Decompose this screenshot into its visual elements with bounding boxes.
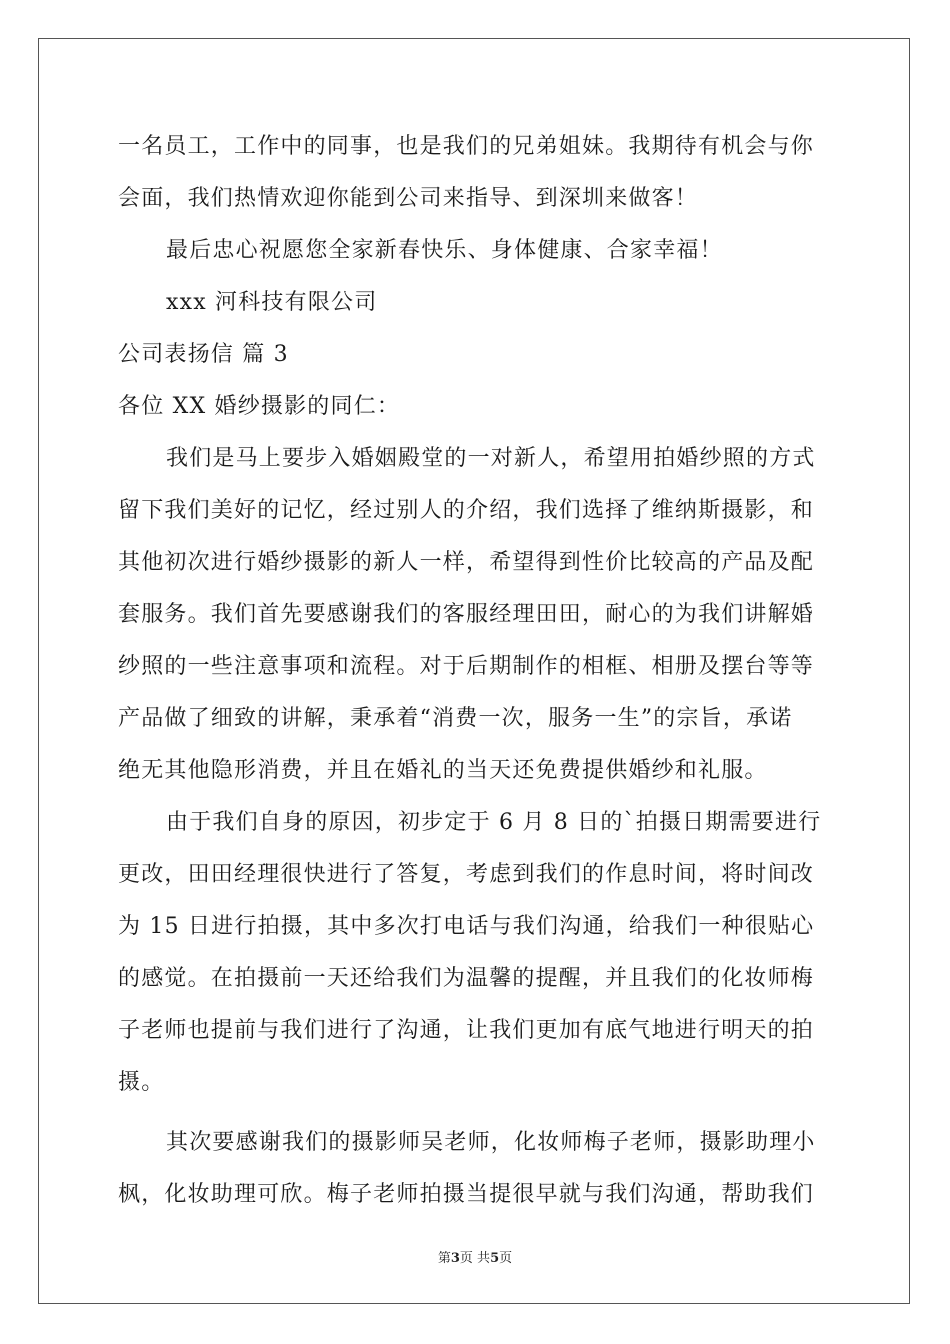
total-pages-number: 5 bbox=[490, 1251, 500, 1266]
text-line: 其他初次进行婚纱摄影的新人一样，希望得到性价比较高的产品及配 bbox=[118, 550, 815, 575]
text-line: 的感觉。在拍摄前一天还给我们为温馨的提醒，并且我们的化妆师梅 bbox=[118, 966, 815, 991]
paragraph bbox=[118, 440, 834, 804]
footer-prefix: 第 bbox=[437, 1251, 451, 1266]
document-body bbox=[118, 128, 834, 1228]
text-line: 产品做了细致的讲解，秉承着“消费一次，服务一生”的宗旨，承诺 bbox=[118, 706, 793, 731]
signature-company: xxx 河科技有限公司 bbox=[166, 290, 378, 315]
paragraph bbox=[118, 1124, 834, 1228]
text-line: 枫，化妆助理可欣。梅子老师拍摄当提很早就与我们沟通，帮助我们 bbox=[118, 1182, 815, 1207]
text-line: 一名员工，工作中的同事，也是我们的兄弟姐妹。我期待有机会与你 bbox=[118, 134, 815, 159]
text-line: 子老师也提前与我们进行了沟通，让我们更加有底气地进行明天的拍 bbox=[118, 1018, 815, 1043]
text-line: 绝无其他隐形消费，并且在婚礼的当天还免费提供婚纱和礼服。 bbox=[118, 758, 768, 783]
text-line: 纱照的一些注意事项和流程。对于后期制作的相框、相册及摆台等等 bbox=[118, 654, 815, 679]
page-footer bbox=[0, 1247, 950, 1266]
text-line: 我们是马上要步入婚姻殿堂的一对新人，希望用拍婚纱照的方式 bbox=[166, 446, 816, 471]
section-title: 公司表扬信 篇 3 bbox=[118, 342, 289, 367]
closing-wish: 最后忠心祝愿您全家新春快乐、身体健康、合家幸福！ bbox=[166, 238, 723, 263]
text-line: 会面，我们热情欢迎你能到公司来指导、到深圳来做客！ bbox=[118, 186, 699, 211]
paragraph bbox=[118, 804, 834, 1116]
salutation: 各位 XX 婚纱摄影的同仁： bbox=[118, 394, 401, 419]
text-line: 其次要感谢我们的摄影师吴老师，化妆师梅子老师，摄影助理小 bbox=[166, 1130, 816, 1155]
footer-mid: 页 共 bbox=[459, 1251, 491, 1266]
current-page-number: 3 bbox=[450, 1251, 460, 1266]
text-line: 摄。 bbox=[118, 1070, 165, 1095]
text-line: 由于我们自身的原因，初步定于 6 月 8 日的`拍摄日期需要进行 bbox=[166, 810, 822, 835]
text-line: 套服务。我们首先要感谢我们的客服经理田田，耐心的为我们讲解婚 bbox=[118, 602, 815, 627]
paragraph-gap bbox=[118, 1116, 834, 1124]
paragraph bbox=[118, 128, 834, 232]
footer-suffix: 页 bbox=[499, 1251, 513, 1266]
text-line: 为 15 日进行拍摄，其中多次打电话与我们沟通，给我们一种很贴心 bbox=[118, 914, 815, 939]
text-line: 留下我们美好的记忆，经过别人的介绍，我们选择了维纳斯摄影，和 bbox=[118, 498, 815, 523]
text-line: 更改，田田经理很快进行了答复，考虑到我们的作息时间，将时间改 bbox=[118, 862, 815, 887]
